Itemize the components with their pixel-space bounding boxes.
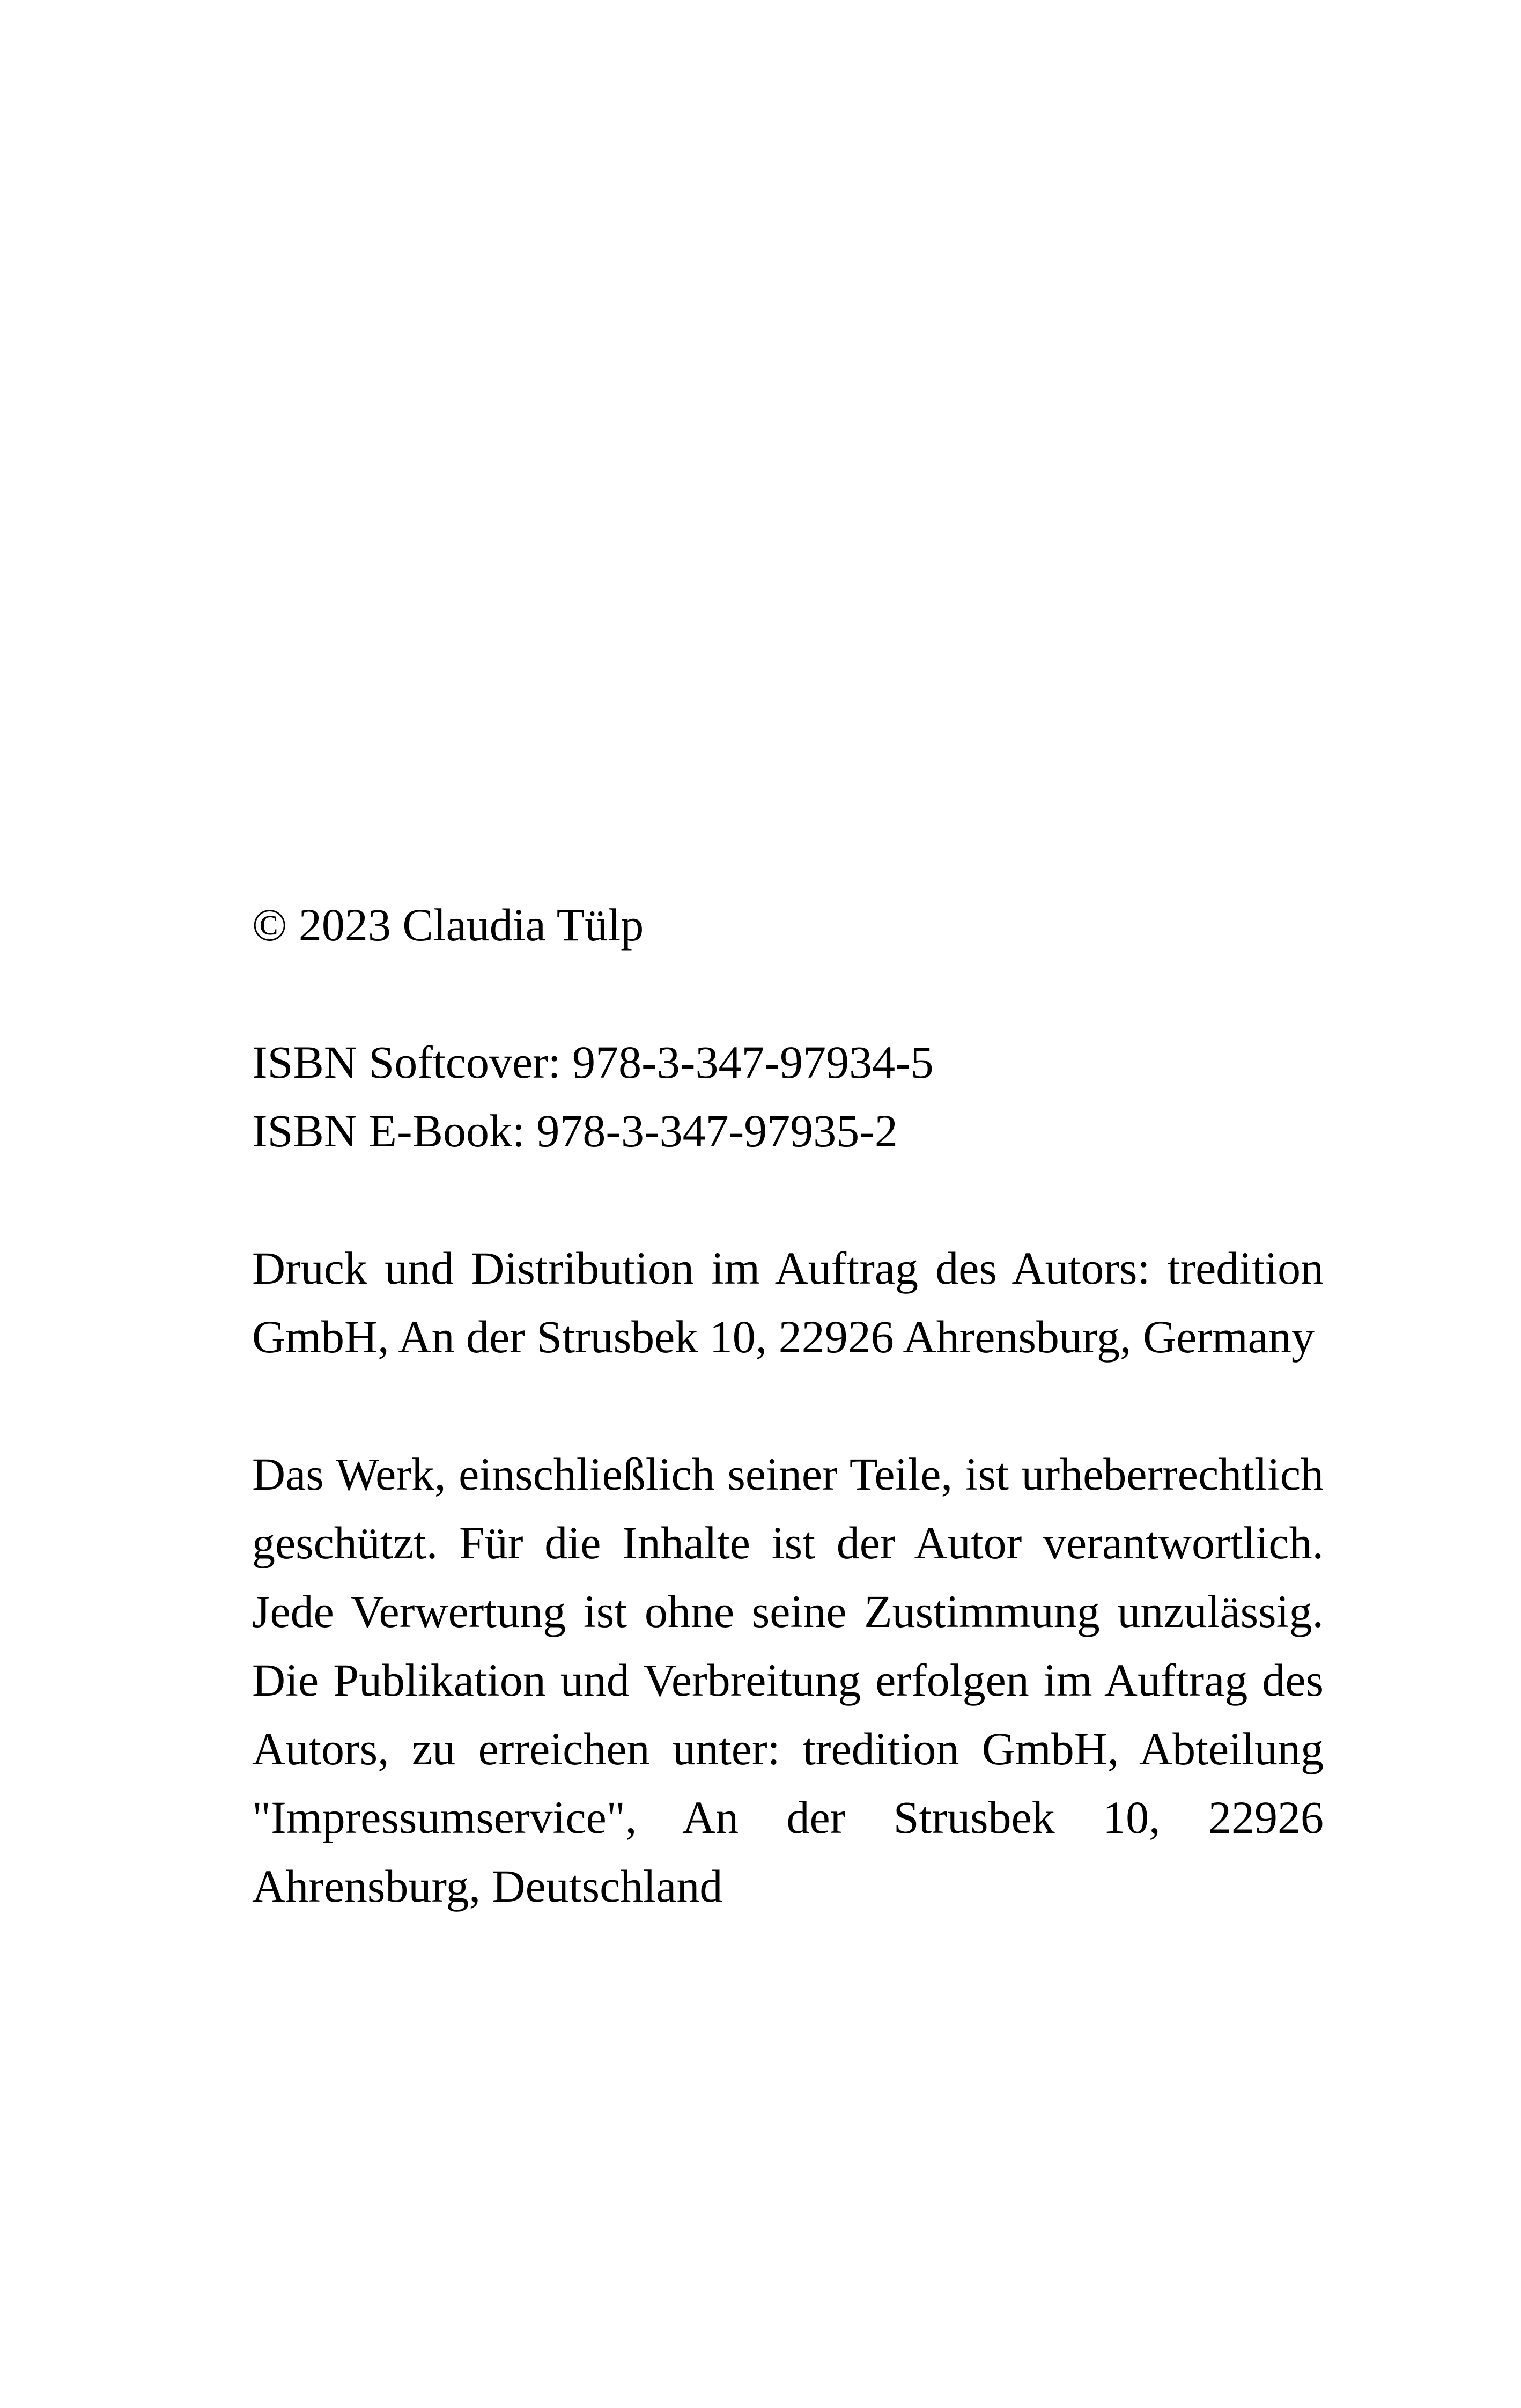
copyright-notice: © 2023 Claudia Tülp	[252, 899, 644, 951]
copyright-statement: Das Werk, einschließlich seiner Teile, ist urheberrechtlich geschützt. Für die Inhalte ist der Autor verantwortlich. Jede Verwertung ist ohne seine Zustimmung unzulässig. Die Publikation und Verbreitung erfolgen im Auftrag des Autors, zu erreichen unter: tredition GmbH, Abteilung "Impressumservice", An der Strusbek 10, 22926 Ahrensburg, Deutschland	[252, 1448, 1324, 1912]
printing-distribution-notice: Druck und Distribution im Auftrag des Autors: tredition GmbH, An der Strusbek 10, 22926 Ahrensburg, Germany	[252, 1242, 1324, 1363]
isbn-ebook: ISBN E-Book: 978-3-347-97935-2	[252, 1105, 898, 1157]
isbn-softcover: ISBN Softcover: 978-3-347-97934-5	[252, 1036, 934, 1088]
imprint-block	[252, 890, 1324, 1920]
